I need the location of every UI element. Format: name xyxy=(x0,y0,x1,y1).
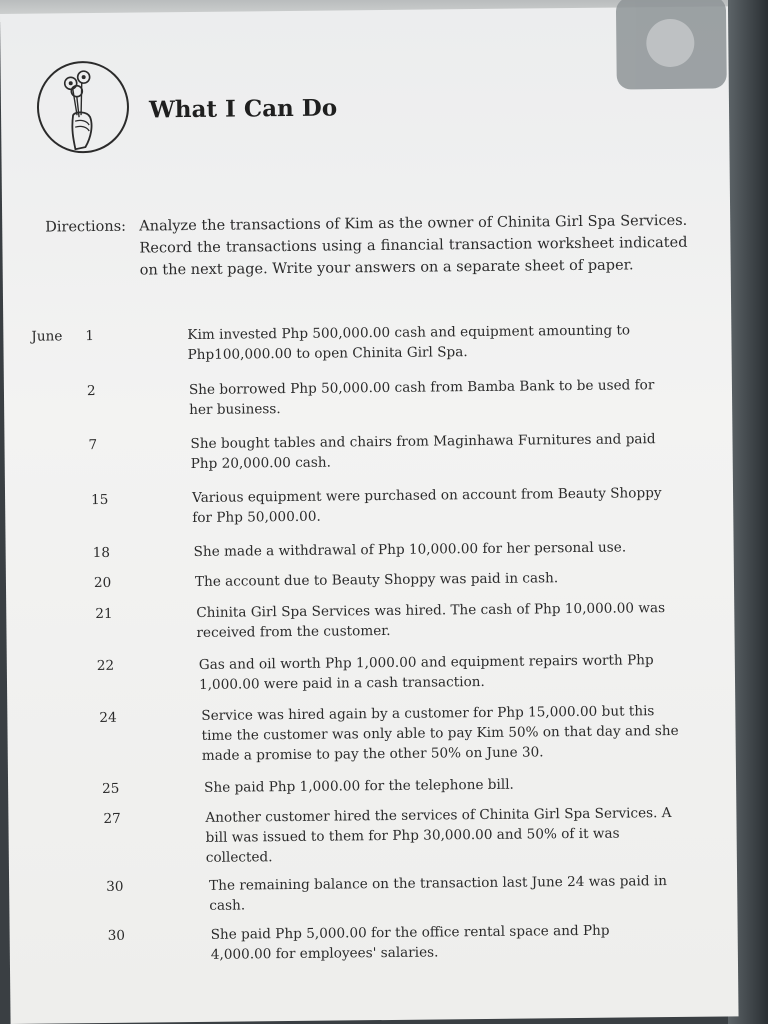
transaction-text: She bought tables and chairs from Maginhawa Furnitures and paid Php 20,000.00 cash. xyxy=(190,431,656,473)
transaction-day: 30 xyxy=(106,878,124,895)
transaction-text: She paid Php 1,000.00 for the telephone bill. xyxy=(204,776,514,796)
transaction-day: 30 xyxy=(107,927,126,944)
transaction-text: Service was hired again by a customer for Php 15,000.00 but this time the customer was only able to pay Kim 50% on that day and she made a promise to pay the other 50% on June 30. xyxy=(201,703,679,764)
transaction-text: She made a withdrawal of Php 10,000.00 for her personal use. xyxy=(193,539,627,561)
transaction-day: 1 xyxy=(85,328,95,345)
transaction-text: Various equipment were purchased on account from Beauty Shoppy for Php 50,000.00. xyxy=(191,485,662,527)
corner-overlay-button xyxy=(616,0,727,90)
transaction-day: 25 xyxy=(102,780,120,797)
hand-holding-flowers-icon xyxy=(34,59,131,156)
transaction-text: Another customer hired the services of Chinita Girl Spa Services. A bill was issued to them for Php 30,000.00 and 50% of it was collected. xyxy=(205,805,672,866)
transaction-day: 7 xyxy=(88,437,98,454)
transaction-text: Gas and oil worth Php 1,000.00 and equipment repairs worth Php 1,000.00 were paid in a cash transaction. xyxy=(198,652,654,693)
transaction-day: 18 xyxy=(92,544,111,562)
transaction-day: 27 xyxy=(103,810,121,827)
month-label: June xyxy=(31,328,63,345)
transaction-text: The account due to Beauty Shoppy was paid in cash. xyxy=(194,570,559,590)
transaction-text: She borrowed Php 50,000.00 cash from Bamba Bank to be used for her business. xyxy=(188,377,655,419)
transaction-day: 24 xyxy=(99,709,117,726)
transaction-day: 2 xyxy=(86,383,96,400)
transaction-day: 21 xyxy=(95,605,113,623)
transaction-text: The remaining balance on the transaction last June 24 was paid in cash. xyxy=(209,873,668,914)
directions-label: Directions: xyxy=(45,218,127,236)
transaction-day: 20 xyxy=(93,574,112,592)
transaction-text: Chinita Girl Spa Services was hired. The cash of Php 10,000.00 was received from the customer. xyxy=(196,600,666,641)
transaction-day: 15 xyxy=(91,491,109,509)
circle-icon xyxy=(646,19,695,68)
directions-text: Analyze the transactions of Kim as the owner of Chinita Girl Spa Services. Record the transactions using a financial transaction worksheet indicated on the next page. Write your answers on a separate sheet of paper. xyxy=(139,212,688,279)
transaction-text: She paid Php 5,000.00 for the office rental space and Php 4,000.00 for employees' salaries. xyxy=(210,922,610,963)
transaction-day: 22 xyxy=(96,657,115,675)
document-page xyxy=(0,6,739,1024)
transaction-text: Kim invested Php 500,000.00 cash and equipment amounting to Php100,000.00 to open Chinita Girl Spa. xyxy=(187,322,631,364)
page-title: What I Can Do xyxy=(148,94,338,124)
